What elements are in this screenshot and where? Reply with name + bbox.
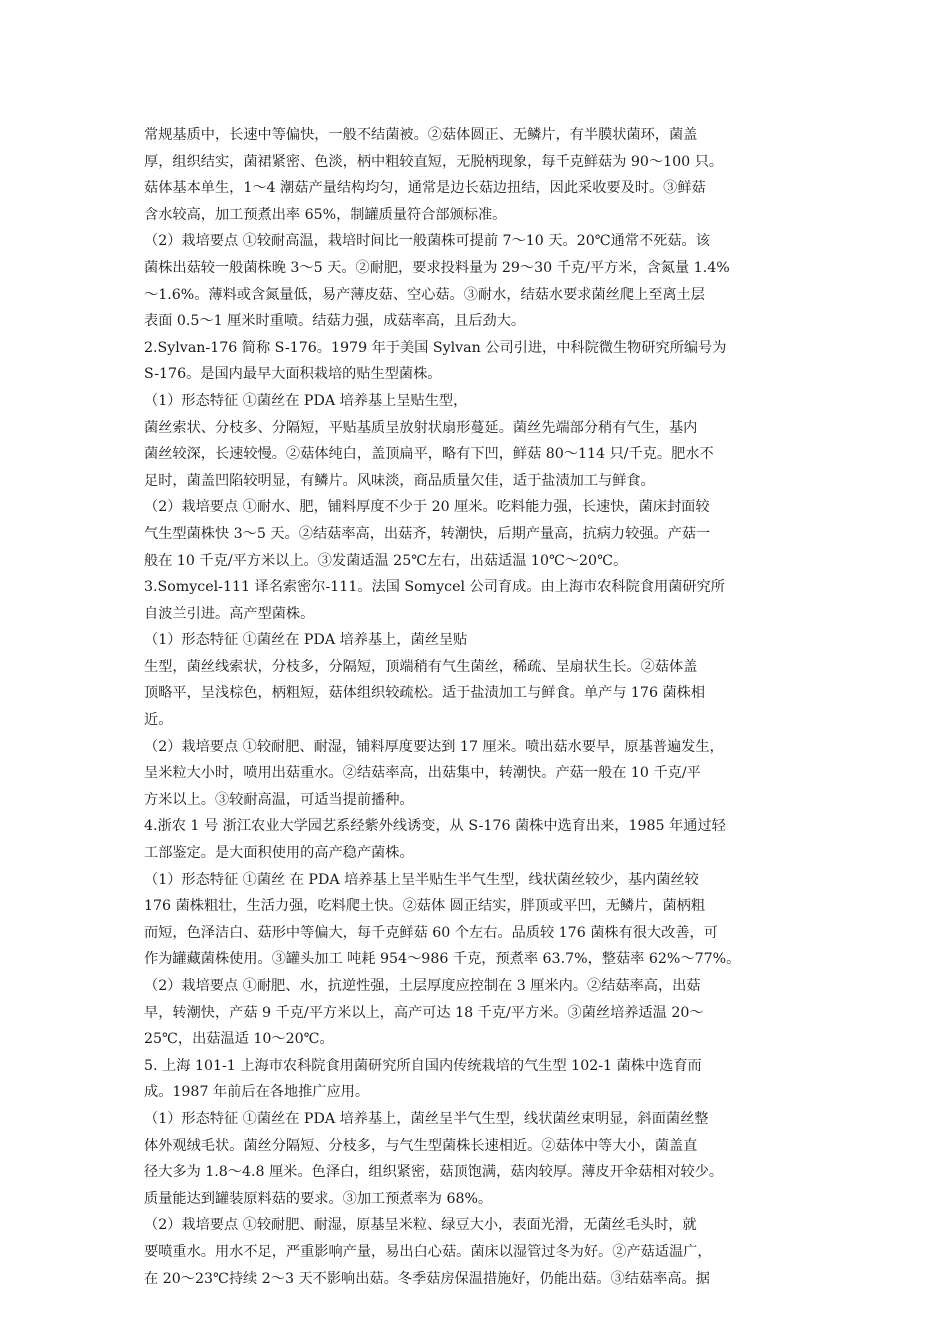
text-line: 作为罐藏菌株使用。③罐头加工 吨耗 954～986 千克，预煮率 63.7%，整菇率 62%～77%。 bbox=[144, 951, 741, 968]
text-line: 体外观绒毛状。菌丝分隔短、分枝多，与气生型菌株长速相近。②菇体中等大小，菌盖直 bbox=[144, 1137, 698, 1154]
text-line: （1）形态特征 ①菌丝在 PDA 培养基上呈贴生型， bbox=[144, 392, 468, 409]
text-line: （2）栽培要点 ①较耐肥、耐湿，铺料厚度要达到 17 厘米。喷出菇水要早，原基普遍发生， bbox=[144, 738, 724, 755]
text-line: 顶略平，呈浅棕色，柄粗短，菇体组织较疏松。适于盐渍加工与鲜食。单产与 176 菌株相 bbox=[144, 685, 706, 702]
text-line: 径大多为 1.8～4.8 厘米。色泽白，组织紧密，菇顶饱满，菇肉较厚。薄皮开伞菇相对较少。 bbox=[144, 1164, 724, 1181]
text-line: （1）形态特征 ①菌丝在 PDA 培养基上，菌丝呈贴 bbox=[144, 632, 468, 649]
text-line: 3.Somycel-111 译名索密尔-111。法国 Somycel 公司育成。由上海市农科院食用菌研究所 bbox=[144, 579, 725, 596]
text-line: 常规基质中，长速中等偏快，一般不结菌被。②菇体圆正、无鳞片，有半膜状菌环，菌盖 bbox=[144, 127, 698, 143]
text-line: 菌丝索状、分枝多、分隔短，平贴基质呈放射状扇形蔓延。菌丝先端部分稍有气生，基内 bbox=[144, 419, 698, 436]
text-line: （2）栽培要点 ①耐肥、水，抗逆性强，土层厚度应控制在 3 厘米内。②结菇率高，出菇 bbox=[144, 978, 701, 994]
text-line: （1）形态特征 ①菌丝在 PDA 培养基上，菌丝呈半气生型，线状菌丝束明显，斜面菌丝整 bbox=[144, 1110, 709, 1127]
text-line: 2.Sylvan-176 简称 S-176。1979 年于美国 Sylvan 公司引进，中科院微生物研究所编号为 bbox=[144, 339, 727, 356]
text-line: 25℃，出菇温适 10～20℃。 bbox=[144, 1031, 334, 1048]
text-line: 菌丝较深，长速较慢。②菇体纯白，盖顶扁平，略有下凹，鲜菇 80～114 只/千克。肥水不 bbox=[144, 446, 714, 463]
text-line: 要喷重水。用水不足，严重影响产量，易出白心菇。菌床以湿管过冬为好。②产菇适温广， bbox=[144, 1243, 712, 1260]
text-line: 工部鉴定。是大面积使用的高产稳产菌株。 bbox=[144, 845, 414, 862]
text-line: 含水较高，加工预煮出率 65%，制罐质量符合部颁标准。 bbox=[144, 206, 507, 223]
text-line: 般在 10 千克/平方米以上。③发菌适温 25℃左右，出菇适温 10℃～20℃。 bbox=[144, 552, 628, 569]
text-line: 厚，组织结实，菌裙紧密、色淡，柄中粗较直短，无脱柄现象，每千克鲜菇为 90～100 只。 bbox=[144, 153, 724, 170]
text-line: 呈米粒大小时，喷用出菇重水。②结菇率高，出菇集中，转潮快。产菇一般在 10 千克/平 bbox=[144, 765, 701, 782]
text-line: （2）栽培要点 ①耐水、肥，铺料厚度不少于 20 厘米。吃料能力强，长速快，菌床封面较 bbox=[144, 499, 710, 516]
text-line: S-176。是国内最早大面积栽培的贴生型菌株。 bbox=[144, 366, 442, 383]
text-line: 生型，菌丝线索状，分枝多，分隔短，顶端稍有气生菌丝，稀疏、呈扇状生长。②菇体盖 bbox=[144, 658, 698, 675]
text-line: 5. 上海 101-1 上海市农科院食用菌研究所自国内传统栽培的气生型 102-1 菌株中选育而 bbox=[144, 1057, 702, 1074]
text-line: 近。 bbox=[144, 712, 173, 729]
document-body bbox=[144, 122, 814, 1292]
text-line: 菌株出菇较一般菌株晚 3～5 天。②耐肥，要求投料量为 29～30 千克/平方米，含氮量 1.4% bbox=[144, 259, 730, 276]
text-line: 方米以上。③较耐高温，可适当提前播种。 bbox=[144, 791, 414, 808]
text-line: 176 菌株粗壮，生活力强，吃料爬土快。②菇体 圆正结实，胖顶或平凹，无鳞片，菌柄粗 bbox=[144, 898, 706, 915]
text-line: （2）栽培要点 ①较耐肥、耐湿，原基呈米粒、绿豆大小，表面光滑，无菌丝毛头时，就 bbox=[144, 1217, 697, 1234]
text-line: 质量能达到罐装原料菇的要求。③加工预煮率为 68%。 bbox=[144, 1190, 493, 1207]
text-line: 成。1987 年前后在各地推广应用。 bbox=[144, 1084, 370, 1101]
text-line: 足时，菌盖凹陷较明显，有鳞片。风味淡，商品质量欠佳，适于盐渍加工与鲜食。 bbox=[144, 472, 655, 489]
text-line: 在 20～23℃持续 2～3 天不影响出菇。冬季菇房保温措施好，仍能出菇。③结菇率高。据 bbox=[144, 1270, 710, 1287]
text-line: （1）形态特征 ①菌丝 在 PDA 培养基上呈半贴生半气生型，线状菌丝较少，基内菌丝较 bbox=[144, 871, 699, 888]
text-line: 表面 0.5～1 厘米时重喷。结菇力强，成菇率高，且后劲大。 bbox=[144, 313, 526, 330]
text-line: ～1.6%。薄料或含氮量低，易产薄皮菇、空心菇。③耐水，结菇水要求菌丝爬上至离土层 bbox=[144, 286, 705, 303]
text-line: 菇体基本单生，1～4 潮菇产量结构均匀，通常是边长菇边扭结，因此采收要及时。③鲜菇 bbox=[144, 180, 706, 197]
text-line: 气生型菌株快 3～5 天。②结菇率高，出菇齐，转潮快，后期产量高，抗病力较强。产菇一 bbox=[144, 525, 711, 542]
text-line: （2）栽培要点 ①较耐高温，栽培时间比一般菌株可提前 7～10 天。20℃通常不死菇。该 bbox=[144, 233, 710, 250]
text-line: 而短，色泽洁白、菇形中等偏大，每千克鲜菇 60 个左右。品质较 176 菌株有很大改善，可 bbox=[144, 924, 718, 941]
text-line: 早，转潮快，产菇 9 千克/平方米以上，高产可达 18 千克/平方米。③菌丝培养适温 20～ bbox=[144, 1004, 704, 1021]
text-line: 4.浙农 1 号 浙江农业大学园艺系经紫外线诱变，从 S-176 菌株中选育出来，1985 年通过轻 bbox=[144, 818, 726, 835]
text-line: 自波兰引进。高产型菌株。 bbox=[144, 605, 315, 622]
